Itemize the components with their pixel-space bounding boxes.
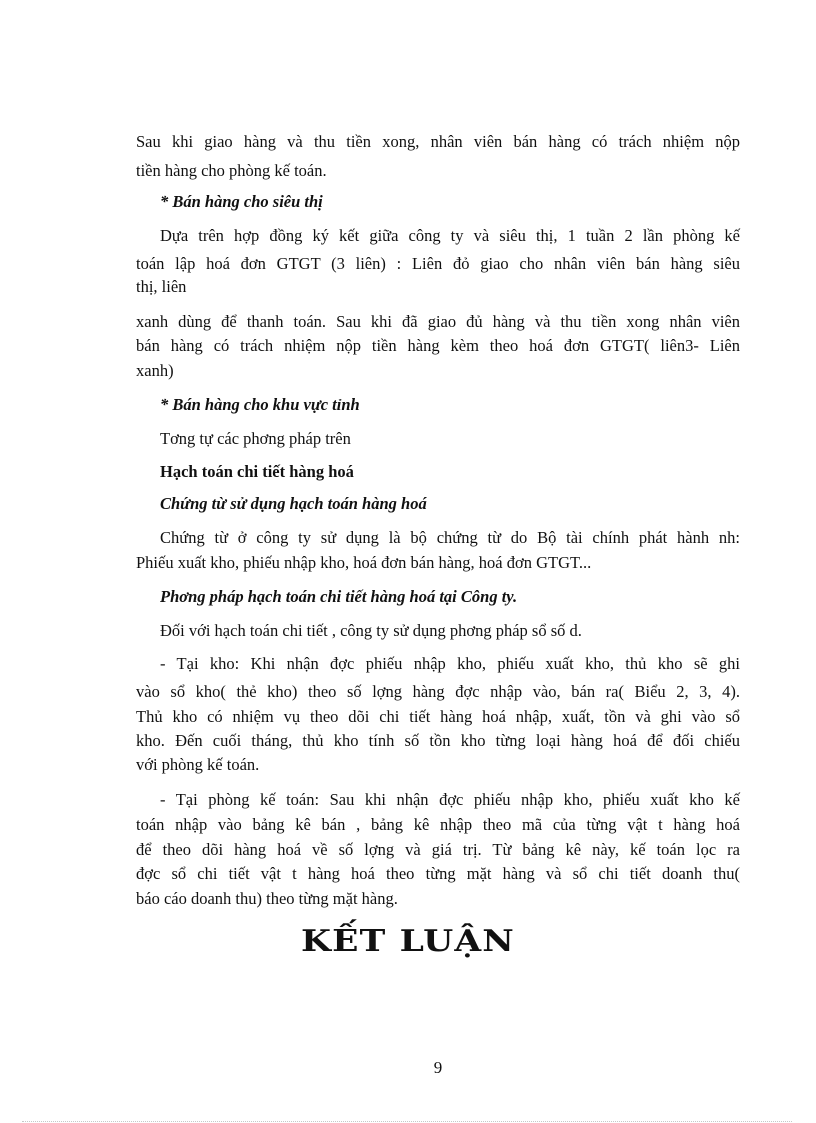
subheading-chung-tu: Chứng từ sử dụng hạch toán hàng hoá xyxy=(160,494,427,513)
paragraph-line: - Tại phòng kế toán: Sau khi nhận đợc phiếu nhập kho, phiếu xuất kho kế xyxy=(160,790,740,809)
paragraph-line: Sau khi giao hàng và thu tiền xong, nhân viên bán hàng có trách nhiệm nộp xyxy=(136,132,740,151)
paragraph-line: toán nhập vào bảng kê bán , bảng kê nhập theo mã của từng vật t hàng hoá xyxy=(136,815,740,834)
paragraph-line: để theo dõi hàng hoá về số lợng và giá trị. Từ bảng kê này, kế toán lọc ra xyxy=(136,840,740,859)
paragraph-line: - Tại kho: Khi nhận đợc phiếu nhập kho, phiếu xuất kho, thủ kho sẽ ghi xyxy=(160,654,740,673)
subheading-khu-vuc-tinh: * Bán hàng cho khu vực tỉnh xyxy=(160,395,360,414)
subheading-sieu-thi: * Bán hàng cho siêu thị xyxy=(160,192,323,211)
paragraph-line: đợc sổ chi tiết vật t hàng hoá theo từng mặt hàng và sổ chi tiết doanh thu( xyxy=(136,864,740,883)
paragraph-line: Chứng từ ở công ty sử dụng là bộ chứng từ do Bộ tài chính phát hành nh: xyxy=(160,528,740,547)
paragraph-line: xanh dùng để thanh toán. Sau khi đã giao đủ hàng và thu tiền xong nhân viên xyxy=(136,312,740,331)
paragraph-line: toán lập hoá đơn GTGT (3 liên) : Liên đỏ giao cho nhân viên bán hàng siêu xyxy=(136,254,740,273)
page-number: 9 xyxy=(433,1058,443,1077)
paragraph-line: Dựa trên hợp đồng ký kết giữa công ty và siêu thị, 1 tuần 2 lần phòng kế xyxy=(160,226,740,245)
paragraph-line: bán hàng có trách nhiệm nộp tiền hàng kèm theo hoá đơn GTGT( liên3- Liên xyxy=(136,336,740,355)
paragraph-line: thị, liên xyxy=(136,277,187,296)
paragraph-line: báo cáo doanh thu) theo từng mặt hàng. xyxy=(136,889,398,908)
paragraph-line: xanh) xyxy=(136,361,174,380)
paragraph-line: vào sổ kho( thẻ kho) theo số lợng hàng đợc nhập vào, bán ra( Biểu 2, 3, 4). xyxy=(136,682,740,701)
paragraph-line: Tơng tự các phơng pháp trên xyxy=(160,429,351,448)
paragraph-line: Phiếu xuất kho, phiếu nhập kho, hoá đơn bán hàng, hoá đơn GTGT... xyxy=(136,553,592,572)
section-heading-ket-luan: KẾT LUẬN xyxy=(301,924,515,959)
paragraph-line: với phòng kế toán. xyxy=(136,755,260,774)
page-bottom-divider xyxy=(22,1121,792,1122)
paragraph-line: Thủ kho có nhiệm vụ theo dõi chi tiết hàng hoá nhập, xuất, tồn và ghi vào sổ xyxy=(136,707,740,726)
paragraph-line: kho. Đến cuối tháng, thủ kho tính số tồn kho từng loại hàng hoá để đối chiếu xyxy=(136,731,740,750)
subheading-hach-toan: Hạch toán chi tiết hàng hoá xyxy=(160,462,354,481)
paragraph-line: Đối với hạch toán chi tiết , công ty sử dụng phơng pháp sổ số d. xyxy=(160,621,582,640)
paragraph-line: tiền hàng cho phòng kế toán. xyxy=(136,161,327,180)
subheading-phuong-phap: Phơng pháp hạch toán chi tiết hàng hoá tại Công ty. xyxy=(160,587,518,606)
